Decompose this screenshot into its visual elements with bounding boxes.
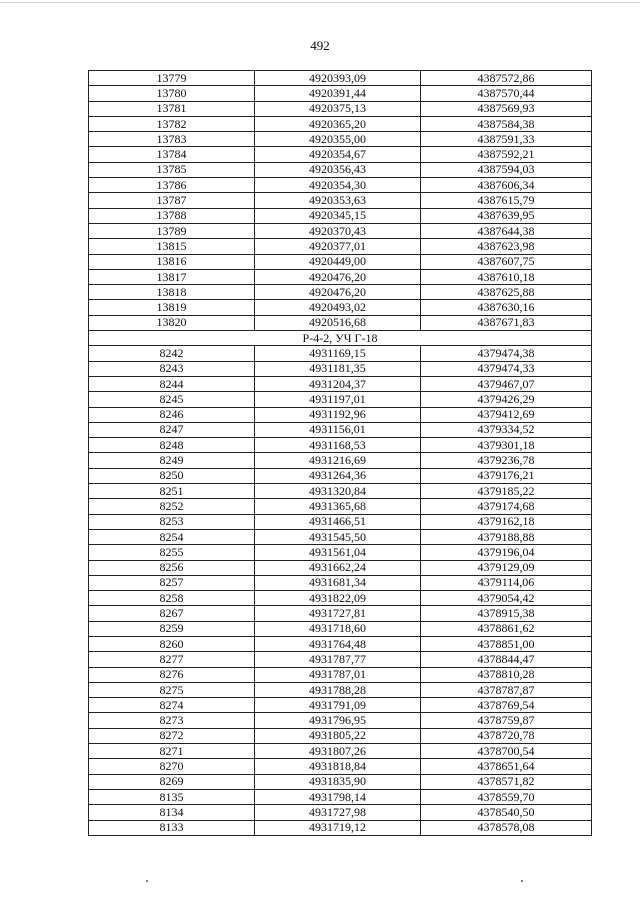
y-coordinate-cell: 4387594,03 <box>421 162 592 177</box>
x-coordinate-cell: 4920356,43 <box>255 162 421 177</box>
x-coordinate-cell: 4931787,01 <box>255 667 421 682</box>
x-coordinate-cell: 4931156,01 <box>255 422 421 437</box>
table-row <box>89 208 592 223</box>
x-coordinate-cell: 4931192,96 <box>255 407 421 422</box>
page-number: 492 <box>310 38 330 53</box>
x-coordinate-cell: 4931264,36 <box>255 468 421 483</box>
table-row <box>89 453 592 468</box>
y-coordinate-cell: 4379426,29 <box>421 392 592 407</box>
y-coordinate-cell: 4379114,06 <box>421 575 592 590</box>
table-row <box>89 606 592 621</box>
y-coordinate-cell: 4378559,70 <box>421 789 592 804</box>
y-coordinate-cell: 4387644,38 <box>421 223 592 238</box>
y-coordinate-cell: 4387584,38 <box>421 116 592 131</box>
point-number-cell: 8267 <box>89 606 255 621</box>
y-coordinate-cell: 4379054,42 <box>421 591 592 606</box>
table-row <box>89 101 592 116</box>
table-row <box>89 239 592 254</box>
point-number-cell: 13789 <box>89 223 255 238</box>
table-row <box>89 254 592 269</box>
table-row <box>89 698 592 713</box>
y-coordinate-cell: 4379334,52 <box>421 422 592 437</box>
x-coordinate-cell: 4920365,20 <box>255 116 421 131</box>
table-row <box>89 575 592 590</box>
point-number-cell: 8260 <box>89 636 255 651</box>
y-coordinate-cell: 4379474,33 <box>421 361 592 376</box>
table-row <box>89 315 592 330</box>
y-coordinate-cell: 4379236,78 <box>421 453 592 468</box>
scan-speck <box>146 880 148 882</box>
point-number-cell: 8246 <box>89 407 255 422</box>
table-row <box>89 682 592 697</box>
y-coordinate-cell: 4378700,54 <box>421 744 592 759</box>
table-row <box>89 300 592 315</box>
table-row <box>89 392 592 407</box>
x-coordinate-cell: 4931788,28 <box>255 682 421 697</box>
table-row <box>89 376 592 391</box>
point-number-cell: 13781 <box>89 101 255 116</box>
y-coordinate-cell: 4379185,22 <box>421 484 592 499</box>
table-row <box>89 132 592 147</box>
x-coordinate-cell: 4920493,02 <box>255 300 421 315</box>
scan-speck <box>521 880 523 882</box>
x-coordinate-cell: 4931787,77 <box>255 652 421 667</box>
y-coordinate-cell: 4379301,18 <box>421 438 592 453</box>
y-coordinate-cell: 4379467,07 <box>421 376 592 391</box>
x-coordinate-cell: 4931835,90 <box>255 774 421 789</box>
point-number-cell: 13820 <box>89 315 255 330</box>
x-coordinate-cell: 4920391,44 <box>255 86 421 101</box>
y-coordinate-cell: 4379176,21 <box>421 468 592 483</box>
y-coordinate-cell: 4378540,50 <box>421 805 592 820</box>
point-number-cell: 8269 <box>89 774 255 789</box>
coordinates-table <box>88 70 592 836</box>
section-title: Р-4-2, УЧ Г-18 <box>89 331 592 346</box>
point-number-cell: 13785 <box>89 162 255 177</box>
x-coordinate-cell: 4931169,15 <box>255 346 421 361</box>
y-coordinate-cell: 4387615,79 <box>421 193 592 208</box>
table-row <box>89 468 592 483</box>
table-row <box>89 805 592 820</box>
point-number-cell: 8277 <box>89 652 255 667</box>
x-coordinate-cell: 4931466,51 <box>255 514 421 529</box>
y-coordinate-cell: 4387610,18 <box>421 269 592 284</box>
y-coordinate-cell: 4378810,28 <box>421 667 592 682</box>
y-coordinate-cell: 4378769,54 <box>421 698 592 713</box>
point-number-cell: 13783 <box>89 132 255 147</box>
table-row <box>89 499 592 514</box>
table-row <box>89 116 592 131</box>
x-coordinate-cell: 4931168,53 <box>255 438 421 453</box>
table-row <box>89 759 592 774</box>
y-coordinate-cell: 4378861,62 <box>421 621 592 636</box>
section-header-row <box>89 331 592 346</box>
x-coordinate-cell: 4931181,35 <box>255 361 421 376</box>
table-row <box>89 529 592 544</box>
x-coordinate-cell: 4931764,48 <box>255 636 421 651</box>
y-coordinate-cell: 4387592,21 <box>421 147 592 162</box>
point-number-cell: 8273 <box>89 713 255 728</box>
x-coordinate-cell: 4920355,00 <box>255 132 421 147</box>
table-row <box>89 438 592 453</box>
coordinates-table-body <box>89 71 592 836</box>
point-number-cell: 13788 <box>89 208 255 223</box>
y-coordinate-cell: 4378915,38 <box>421 606 592 621</box>
x-coordinate-cell: 4931662,24 <box>255 560 421 575</box>
x-coordinate-cell: 4931727,98 <box>255 805 421 820</box>
point-number-cell: 8133 <box>89 820 255 835</box>
point-number-cell: 8256 <box>89 560 255 575</box>
point-number-cell: 8250 <box>89 468 255 483</box>
x-coordinate-cell: 4931320,84 <box>255 484 421 499</box>
x-coordinate-cell: 4931791,09 <box>255 698 421 713</box>
point-number-cell: 13816 <box>89 254 255 269</box>
point-number-cell: 13782 <box>89 116 255 131</box>
point-number-cell: 8272 <box>89 728 255 743</box>
point-number-cell: 13780 <box>89 86 255 101</box>
y-coordinate-cell: 4379188,88 <box>421 529 592 544</box>
x-coordinate-cell: 4920353,63 <box>255 193 421 208</box>
point-number-cell: 13786 <box>89 178 255 193</box>
y-coordinate-cell: 4379196,04 <box>421 545 592 560</box>
x-coordinate-cell: 4931216,69 <box>255 453 421 468</box>
y-coordinate-cell: 4387671,83 <box>421 315 592 330</box>
x-coordinate-cell: 4920476,20 <box>255 269 421 284</box>
point-number-cell: 8276 <box>89 667 255 682</box>
y-coordinate-cell: 4387569,93 <box>421 101 592 116</box>
point-number-cell: 13819 <box>89 300 255 315</box>
point-number-cell: 8134 <box>89 805 255 820</box>
y-coordinate-cell: 4387625,88 <box>421 285 592 300</box>
x-coordinate-cell: 4920516,68 <box>255 315 421 330</box>
table-row <box>89 162 592 177</box>
y-coordinate-cell: 4387606,34 <box>421 178 592 193</box>
table-row <box>89 636 592 651</box>
y-coordinate-cell: 4387623,98 <box>421 239 592 254</box>
y-coordinate-cell: 4378844,47 <box>421 652 592 667</box>
table-row <box>89 621 592 636</box>
point-number-cell: 8252 <box>89 499 255 514</box>
table-row <box>89 361 592 376</box>
top-edge-line <box>0 2 640 3</box>
y-coordinate-cell: 4387572,86 <box>421 71 592 86</box>
point-number-cell: 8259 <box>89 621 255 636</box>
table-row <box>89 591 592 606</box>
x-coordinate-cell: 4920449,00 <box>255 254 421 269</box>
table-row <box>89 560 592 575</box>
table-row <box>89 422 592 437</box>
x-coordinate-cell: 4920345,15 <box>255 208 421 223</box>
point-number-cell: 8271 <box>89 744 255 759</box>
table-row <box>89 652 592 667</box>
y-coordinate-cell: 4378578,08 <box>421 820 592 835</box>
table-row <box>89 667 592 682</box>
x-coordinate-cell: 4920375,13 <box>255 101 421 116</box>
table-row <box>89 713 592 728</box>
x-coordinate-cell: 4931197,01 <box>255 392 421 407</box>
point-number-cell: 8254 <box>89 529 255 544</box>
table-row <box>89 545 592 560</box>
table-row <box>89 820 592 835</box>
y-coordinate-cell: 4379474,38 <box>421 346 592 361</box>
table-row <box>89 86 592 101</box>
x-coordinate-cell: 4931561,04 <box>255 545 421 560</box>
point-number-cell: 8243 <box>89 361 255 376</box>
table-row <box>89 744 592 759</box>
point-number-cell: 13818 <box>89 285 255 300</box>
table-row <box>89 193 592 208</box>
point-number-cell: 8255 <box>89 545 255 560</box>
point-number-cell: 13779 <box>89 71 255 86</box>
y-coordinate-cell: 4387570,44 <box>421 86 592 101</box>
y-coordinate-cell: 4387639,95 <box>421 208 592 223</box>
y-coordinate-cell: 4378651,64 <box>421 759 592 774</box>
table-row <box>89 774 592 789</box>
x-coordinate-cell: 4931204,37 <box>255 376 421 391</box>
y-coordinate-cell: 4378851,00 <box>421 636 592 651</box>
y-coordinate-cell: 4387630,16 <box>421 300 592 315</box>
x-coordinate-cell: 4920393,09 <box>255 71 421 86</box>
table-row <box>89 269 592 284</box>
point-number-cell: 8244 <box>89 376 255 391</box>
x-coordinate-cell: 4931681,34 <box>255 575 421 590</box>
x-coordinate-cell: 4931807,26 <box>255 744 421 759</box>
x-coordinate-cell: 4931365,68 <box>255 499 421 514</box>
table-row <box>89 484 592 499</box>
point-number-cell: 13784 <box>89 147 255 162</box>
point-number-cell: 13817 <box>89 269 255 284</box>
y-coordinate-cell: 4378787,87 <box>421 682 592 697</box>
x-coordinate-cell: 4920370,43 <box>255 223 421 238</box>
x-coordinate-cell: 4920476,20 <box>255 285 421 300</box>
y-coordinate-cell: 4378571,82 <box>421 774 592 789</box>
table-row <box>89 71 592 86</box>
y-coordinate-cell: 4378759,87 <box>421 713 592 728</box>
y-coordinate-cell: 4378720,78 <box>421 728 592 743</box>
x-coordinate-cell: 4920354,67 <box>255 147 421 162</box>
y-coordinate-cell: 4379162,18 <box>421 514 592 529</box>
point-number-cell: 8248 <box>89 438 255 453</box>
y-coordinate-cell: 4379174,68 <box>421 499 592 514</box>
point-number-cell: 8242 <box>89 346 255 361</box>
y-coordinate-cell: 4387591,33 <box>421 132 592 147</box>
point-number-cell: 8249 <box>89 453 255 468</box>
point-number-cell: 8257 <box>89 575 255 590</box>
table-row <box>89 147 592 162</box>
x-coordinate-cell: 4931798,14 <box>255 789 421 804</box>
table-row <box>89 407 592 422</box>
y-coordinate-cell: 4379412,69 <box>421 407 592 422</box>
table-row <box>89 223 592 238</box>
x-coordinate-cell: 4931818,84 <box>255 759 421 774</box>
x-coordinate-cell: 4931805,22 <box>255 728 421 743</box>
point-number-cell: 8270 <box>89 759 255 774</box>
x-coordinate-cell: 4931796,95 <box>255 713 421 728</box>
point-number-cell: 8274 <box>89 698 255 713</box>
table-row <box>89 178 592 193</box>
table-row <box>89 285 592 300</box>
point-number-cell: 8135 <box>89 789 255 804</box>
x-coordinate-cell: 4931545,50 <box>255 529 421 544</box>
point-number-cell: 13787 <box>89 193 255 208</box>
y-coordinate-cell: 4387607,75 <box>421 254 592 269</box>
point-number-cell: 13815 <box>89 239 255 254</box>
point-number-cell: 8253 <box>89 514 255 529</box>
x-coordinate-cell: 4920354,30 <box>255 178 421 193</box>
x-coordinate-cell: 4931822,09 <box>255 591 421 606</box>
x-coordinate-cell: 4920377,01 <box>255 239 421 254</box>
x-coordinate-cell: 4931718,60 <box>255 621 421 636</box>
point-number-cell: 8258 <box>89 591 255 606</box>
point-number-cell: 8247 <box>89 422 255 437</box>
table-row <box>89 789 592 804</box>
y-coordinate-cell: 4379129,09 <box>421 560 592 575</box>
table-row <box>89 346 592 361</box>
point-number-cell: 8251 <box>89 484 255 499</box>
point-number-cell: 8275 <box>89 682 255 697</box>
x-coordinate-cell: 4931727,81 <box>255 606 421 621</box>
table-row <box>89 728 592 743</box>
point-number-cell: 8245 <box>89 392 255 407</box>
table-row <box>89 514 592 529</box>
x-coordinate-cell: 4931719,12 <box>255 820 421 835</box>
